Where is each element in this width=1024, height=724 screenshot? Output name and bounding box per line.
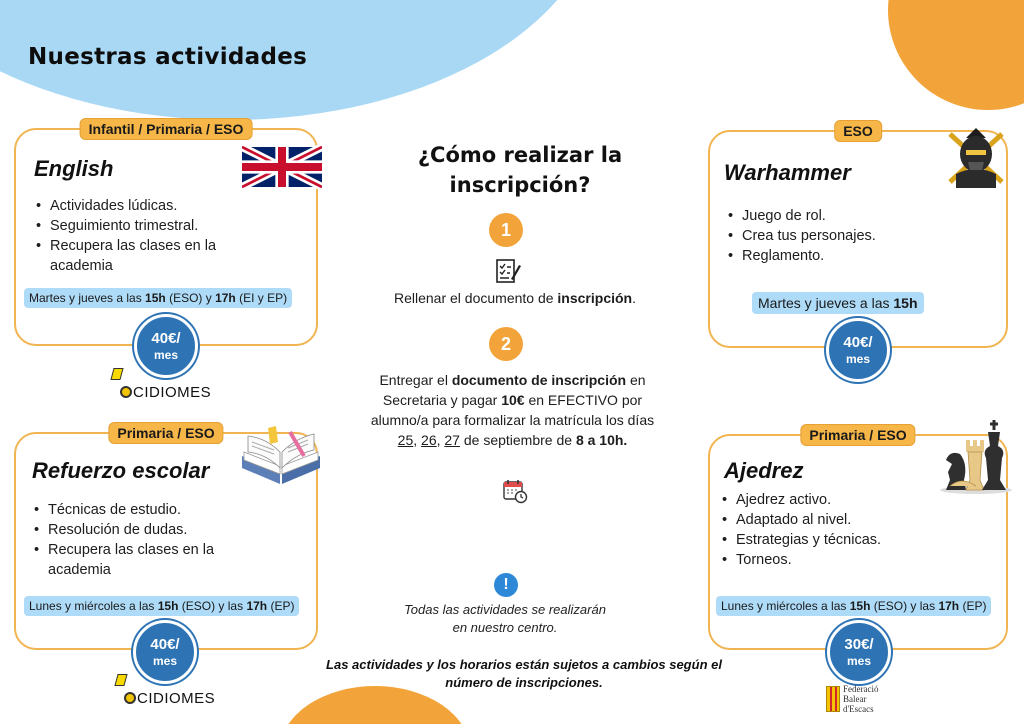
activity-title: Ajedrez bbox=[724, 458, 804, 483]
list-item: • Estrategias y técnicas. bbox=[720, 530, 950, 550]
price-badge: 40€/ mes bbox=[133, 620, 197, 684]
chess-pieces-icon bbox=[936, 416, 1016, 496]
activity-card-refuerzo bbox=[14, 425, 318, 650]
page-title: Nuestras actividades bbox=[28, 44, 308, 70]
list-item: • Actividades lúdicas. bbox=[34, 196, 264, 216]
activity-items bbox=[726, 206, 956, 266]
activity-items bbox=[720, 490, 950, 570]
list-item: • Técnicas de estudio. bbox=[32, 500, 262, 520]
ocidiomes-logo: CIDIOMES bbox=[120, 384, 211, 401]
step-2-text: Entregar el documento de inscripción en Secretaria y pagar 10€ en EFECTIVO por alumno/a para formalizar la matrícula los días 25, 26, 27 de septiembre de 8 a 10h. bbox=[370, 372, 655, 448]
list-item: • Crea tus personajes. bbox=[726, 226, 956, 246]
center-note: Todas las actividades se realizarán en nuestro centro. bbox=[404, 602, 606, 635]
form-pen-icon bbox=[494, 257, 522, 285]
activity-tag: ESO bbox=[834, 120, 882, 142]
activity-title: Warhammer bbox=[724, 160, 851, 185]
schedule-banner: Martes y jueves a las 15h bbox=[752, 292, 924, 314]
list-item: • Recupera las clases en la academia bbox=[34, 236, 264, 276]
calendar-clock-icon bbox=[502, 478, 528, 504]
list-item: • Juego de rol. bbox=[726, 206, 956, 226]
activity-items bbox=[32, 500, 262, 580]
list-item: • Adaptado al nivel. bbox=[720, 510, 950, 530]
list-item: • Torneos. bbox=[720, 550, 950, 570]
activity-items bbox=[34, 196, 264, 276]
decor-blob-orange-top bbox=[888, 0, 1024, 110]
knight-helmet-icon bbox=[942, 124, 1010, 192]
ocidiomes-logo: CIDIOMES bbox=[124, 690, 215, 707]
federacio-balear-logo: Federació Balear d'Escacs bbox=[826, 684, 878, 714]
activity-title: English bbox=[34, 156, 114, 181]
activity-title: Refuerzo escolar bbox=[32, 458, 210, 483]
schedule-disclaimer: Las actividades y los horarios están sujetos a cambios según el número de inscripciones. bbox=[326, 657, 722, 690]
info-icon: ! bbox=[494, 573, 518, 597]
schedule-banner: Martes y jueves a las 15h (ESO) y 17h (EI y EP) bbox=[24, 288, 292, 308]
list-item: • Recupera las clases en la academia bbox=[32, 540, 262, 580]
activity-card-ajedrez bbox=[708, 427, 1008, 650]
activity-tag: Primaria / ESO bbox=[800, 424, 915, 446]
step-number-1: 1 bbox=[489, 213, 523, 247]
step-number-2: 2 bbox=[489, 327, 523, 361]
activity-tag: Primaria / ESO bbox=[108, 422, 223, 444]
price-badge: 40€/ mes bbox=[134, 314, 198, 378]
price-badge: 40€/ mes bbox=[826, 318, 890, 382]
activity-card-warhammer bbox=[708, 123, 1008, 348]
inscription-title: ¿Cómo realizar la inscripción? bbox=[417, 143, 623, 197]
list-item: • Seguimiento trimestral. bbox=[34, 216, 264, 236]
schedule-banner: Lunes y miércoles a las 15h (ESO) y las 17h (EP) bbox=[716, 596, 991, 616]
schedule-banner: Lunes y miércoles a las 15h (ESO) y las 17h (EP) bbox=[24, 596, 299, 616]
open-book-icon bbox=[238, 426, 324, 486]
list-item: • Reglamento. bbox=[726, 246, 956, 266]
list-item: • Resolución de dudas. bbox=[32, 520, 262, 540]
price-badge: 30€/ mes bbox=[827, 620, 891, 684]
uk-flag-icon bbox=[242, 144, 322, 190]
step-1-text: Rellenar el documento de inscripción. bbox=[393, 290, 636, 306]
list-item: • Ajedrez activo. bbox=[720, 490, 950, 510]
activity-tag: Infantil / Primaria / ESO bbox=[80, 118, 253, 140]
